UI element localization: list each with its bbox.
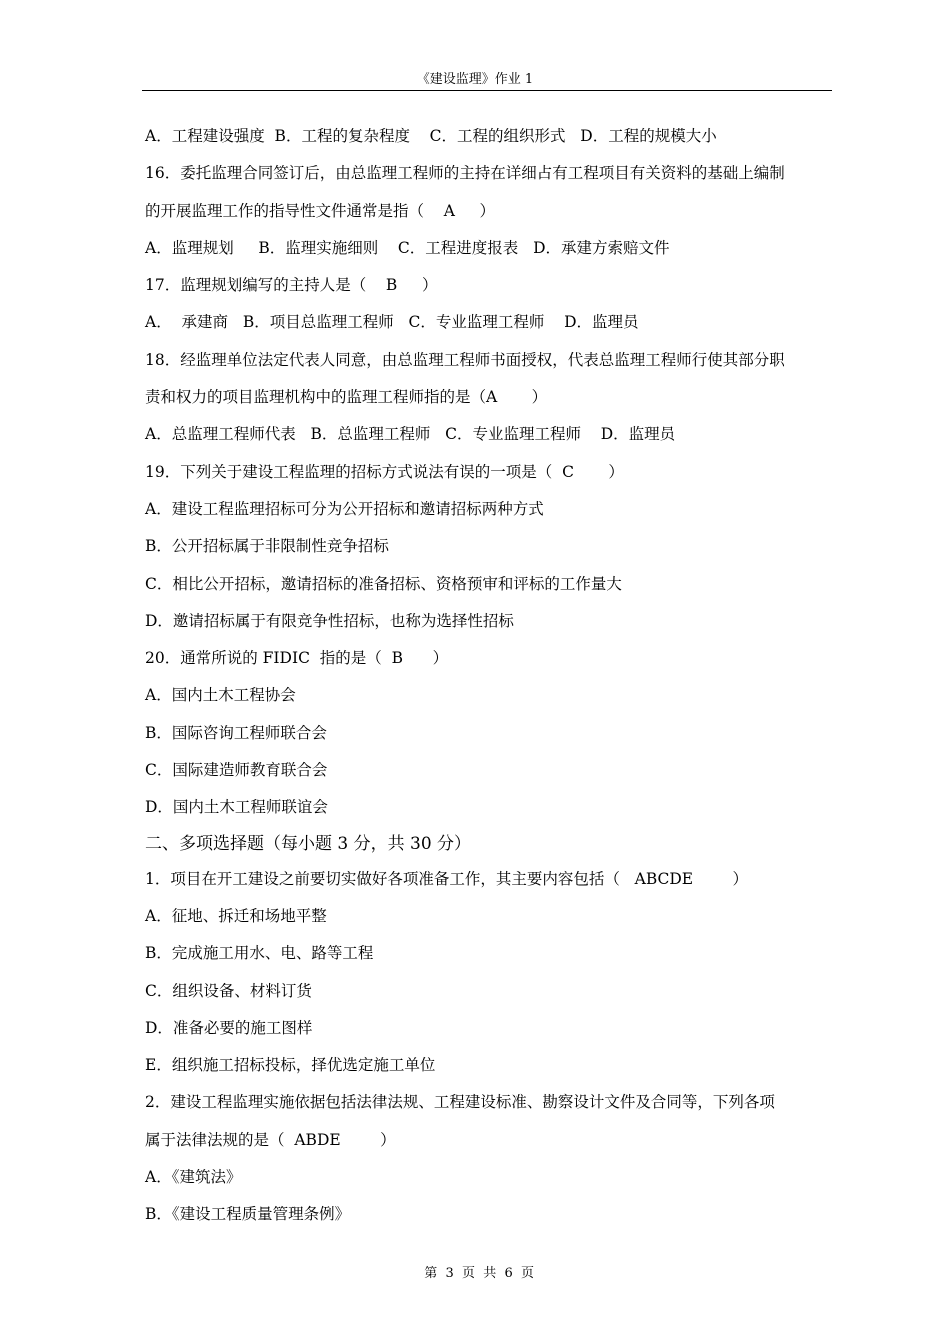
question-19: 19．下列关于建设工程监理的招标方式说法有误的一项是（ C ） — [145, 462, 624, 481]
multi-question-1-option-b: B．完成施工用水、电、路等工程 — [145, 944, 374, 963]
document-body — [145, 118, 835, 1234]
question-16-line-1: 16．委托监理合同签订后，由总监理工程师的主持在详细占有工程项目有关资料的基础上编制 — [145, 164, 785, 183]
multi-question-2-line-1: 2．建设工程监理实施依据包括法律法规、工程建设标准、勘察设计文件及合同等，下列各项 — [145, 1093, 775, 1112]
multi-question-2-line-2: 属于法律法规的是（ ABDE ） — [145, 1130, 396, 1149]
header-title: 《建设监理》作业 1 — [416, 72, 534, 87]
multi-question-2-option-a: A．《建筑法》 — [145, 1168, 242, 1187]
page-header — [0, 72, 950, 88]
multi-question-1-option-d: D．准备必要的施工图样 — [145, 1018, 313, 1037]
question-19-option-b: B．公开招标属于非限制性竞争招标 — [145, 537, 389, 556]
question-17: 17．监理规划编写的主持人是（ B ） — [145, 276, 438, 295]
question-18-line-2: 责和权力的项目监理机构中的监理工程师指的是（A ） — [145, 388, 548, 407]
multi-question-2-option-b: B．《建设工程质量管理条例》 — [145, 1205, 351, 1224]
question-19-option-a: A．建设工程监理招标可分为公开招标和邀请招标两种方式 — [145, 499, 544, 518]
question-20-option-a: A．国内土木工程协会 — [145, 686, 296, 705]
question-16-options: A．监理规划 B．监理实施细则 C．工程进度报表 D．承建方索赔文件 — [145, 238, 670, 257]
question-17-options: A． 承建商 B．项目总监理工程师 C．专业监理工程师 D．监理员 — [145, 313, 639, 332]
page-footer — [0, 1250, 950, 1282]
page-number: 第 3 页 共 6 页 — [424, 1266, 535, 1281]
question-20-option-b: B．国际咨询工程师联合会 — [145, 723, 327, 742]
header-rule — [142, 90, 832, 91]
multi-question-1-option-c: C．组织设备、材料订货 — [145, 981, 312, 1000]
question-19-option-c: C．相比公开招标，邀请招标的准备招标、资格预审和评标的工作量大 — [145, 574, 622, 593]
question-18-line-1: 18．经监理单位法定代表人同意，由总监理工程师书面授权，代表总监理工程师行使其部分职 — [145, 350, 785, 369]
question-18-options: A．总监理工程师代表 B．总监理工程师 C．专业监理工程师 D．监理员 — [145, 425, 676, 444]
question-20: 20．通常所说的 FIDIC 指的是（ B ） — [145, 649, 449, 668]
question-20-option-c: C．国际建造师教育联合会 — [145, 761, 328, 780]
option-line: A．工程建设强度 B．工程的复杂程度 C．工程的组织形式 D．工程的规模大小 — [145, 127, 717, 145]
multi-question-1: 1．项目在开工建设之前要切实做好各项准备工作，其主要内容包括（ ABCDE ） — [145, 869, 749, 888]
multi-question-1-option-e: E．组织施工招标投标，择优选定施工单位 — [145, 1056, 436, 1075]
section-heading: 二、多项选择题（每小题 3 分，共 30 分） — [145, 833, 472, 854]
question-16-line-2: 的开展监理工作的指导性文件通常是指（ A ） — [145, 201, 496, 220]
question-19-option-d: D．邀请招标属于有限竞争性招标，也称为选择性招标 — [145, 611, 514, 630]
question-20-option-d: D．国内土木工程师联谊会 — [145, 798, 328, 817]
multi-question-1-option-a: A．征地、拆迁和场地平整 — [145, 906, 327, 925]
